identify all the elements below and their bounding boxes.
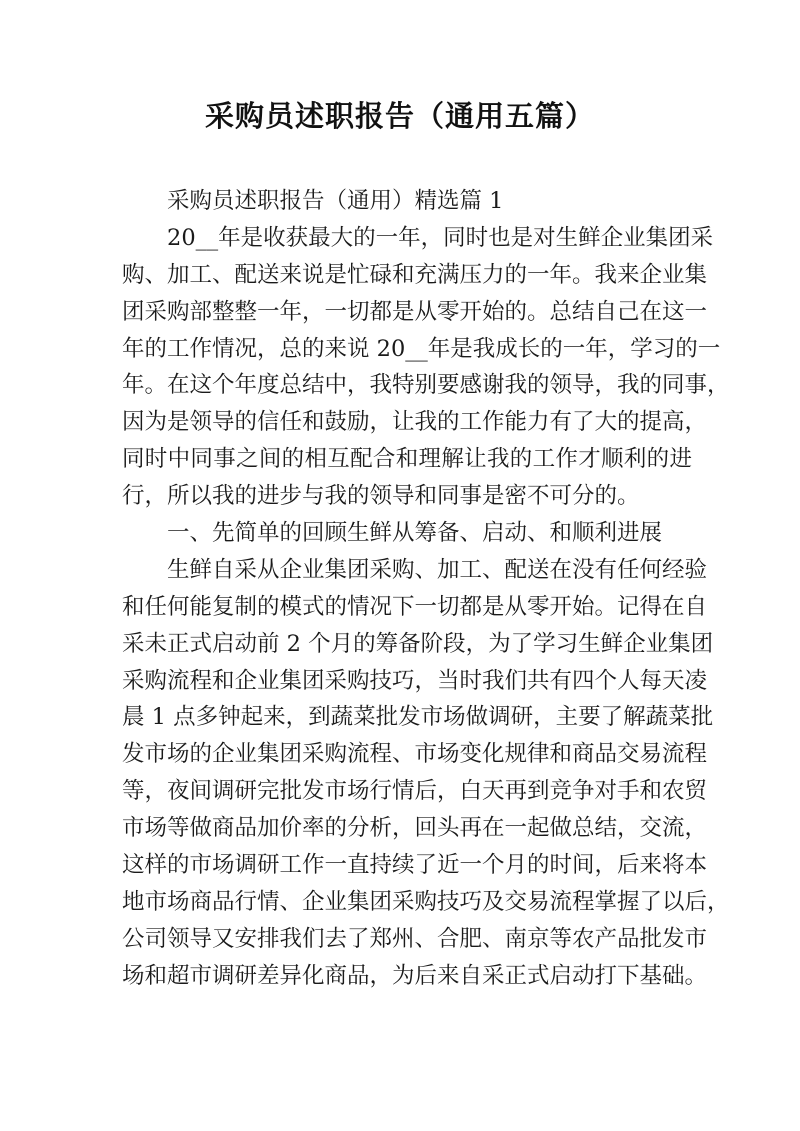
text-line: 行，所以我的进步与我的领导和同事是密不可分的。 (122, 483, 640, 510)
text-line: 场和超市调研差异化商品，为后来自采正式启动打下基础。 (122, 962, 708, 989)
text-line: 采购员述职报告（通用）精选篇 1 (167, 188, 504, 214)
text-line: 采购流程和企业集团采购技巧，当时我们共有四个人每天凌 (122, 667, 708, 694)
text-line: 等，夜间调研完批发市场行情后，白天再到竞争对手和农贸 (122, 778, 708, 805)
text-line: 和任何能复制的模式的情况下一切都是从零开始。记得在自 (122, 593, 708, 620)
page-title: 采购员述职报告（通用五篇） (204, 99, 595, 133)
text-line: 这样的市场调研工作一直持续了近一个月的时间，后来将本 (122, 852, 708, 879)
text-line: 发市场的企业集团采购流程、市场变化规律和商品交易流程 (122, 741, 708, 768)
text-line: 地市场商品行情、企业集团采购技巧及交易流程掌握了以后， (122, 888, 730, 915)
text-line: 20__年是收获最大的一年，同时也是对生鲜企业集团采 (167, 224, 714, 251)
text-line: 购、加工、配送来说是忙碌和充满压力的一年。我来企业集 (122, 261, 708, 288)
text-line: 年。在这个年度总结中，我特别要感谢我的领导，我的同事， (122, 372, 730, 399)
text-line: 因为是领导的信任和鼓励，让我的工作能力有了大的提高， (122, 409, 708, 436)
text-line: 一、先简单的回顾生鲜从筹备、启动、和顺利进展 (167, 520, 663, 547)
text-line: 生鲜自采从企业集团采购、加工、配送在没有任何经验 (167, 556, 708, 583)
text-line: 采未正式启动前 2 个月的筹备阶段，为了学习生鲜企业集团 (122, 630, 714, 657)
text-line: 团采购部整整一年，一切都是从零开始的。总结自己在这一 (122, 298, 708, 325)
text-line: 年的工作情况，总的来说 20__年是我成长的一年，学习的一 (122, 335, 721, 362)
text-line: 公司领导又安排我们去了郑州、合肥、南京等农产品批发市 (122, 925, 708, 952)
text-line: 市场等做商品加价率的分析，回头再在一起做总结，交流， (122, 815, 708, 842)
document-body (122, 183, 730, 995)
text-line: 同时中同事之间的相互配合和理解让我的工作才顺利的进 (122, 446, 692, 473)
text-line: 晨 1 点多钟起来，到蔬菜批发市场做调研，主要了解蔬菜批 (122, 704, 714, 731)
